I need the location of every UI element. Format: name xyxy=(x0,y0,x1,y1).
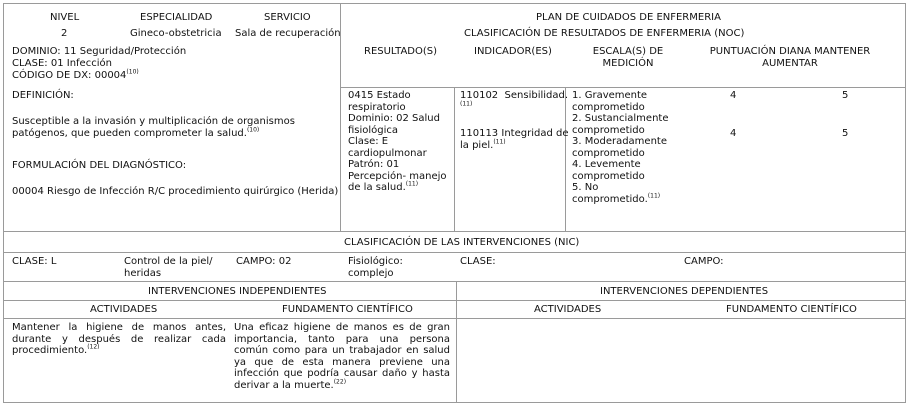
nic-campo-left: CAMPO: 02 xyxy=(236,256,292,267)
definicion-text: Susceptible a la invasión y multiplicación de organismos patógenos, que pueden comprometer la salud.$^{(10)}$ xyxy=(12,116,295,139)
mantener-1: 4 xyxy=(730,90,737,101)
aumentar-2: 5 xyxy=(842,128,849,139)
nivel-value: 2 xyxy=(61,28,68,39)
indicador-1-ref: (11) xyxy=(460,100,473,108)
noc-title: CLASIFICACIÓN DE RESULTADOS DE ENFERMERIA (NOC) xyxy=(464,28,745,39)
indicadores-header: INDICADOR(ES) xyxy=(474,46,552,57)
formulacion-label: FORMULACIÓN DEL DIAGNÓSTICO: xyxy=(12,160,187,171)
nivel-label: NIVEL xyxy=(50,12,80,23)
puntuacion-header: PUNTUACIÓN DIANA MANTENER AUMENTAR xyxy=(709,46,871,69)
row-divider xyxy=(3,318,906,319)
actividades-header: ACTIVIDADES xyxy=(90,304,158,315)
indicador-2: 110113 Integridad de la piel.$^{(11)}$ xyxy=(460,128,569,151)
nic-clase-right: CLASE: xyxy=(460,256,496,267)
actividad-text: Mantener la higiene de manos antes, durante y después de realizar cada procedimiento.$^{(12)}$ xyxy=(12,322,226,356)
escala-text: 1. Gravemente comprometido 2. Sustancialmente comprometido 3. Moderadamente comprometido 4. Levemente comprometido 5. No comprometido.$^{(11)}$ xyxy=(572,90,669,205)
nic-clase-left: CLASE: L xyxy=(12,256,57,267)
fundamento-header: FUNDAMENTO CIENTÍFICO xyxy=(282,304,413,315)
column-divider xyxy=(565,87,566,231)
row-divider xyxy=(3,231,906,232)
nic-campo-desc: Fisiológico: complejo xyxy=(348,256,403,279)
row-divider xyxy=(340,87,906,88)
indicador-1: 110102 Sensibilidad. xyxy=(460,90,569,101)
especialidad-value: Gineco-obstetricia xyxy=(130,28,222,39)
nic-campo-right: CAMPO: xyxy=(684,256,724,267)
resultados-header: RESULTADO(S) xyxy=(364,46,438,57)
formulacion-text: 00004 Riesgo de Infección R/C procedimiento quirúrgico (Herida) xyxy=(12,186,339,197)
plan-title: PLAN DE CUIDADOS DE ENFERMERIA xyxy=(536,12,721,23)
nic-title: CLASIFICACIÓN DE LAS INTERVENCIONES (NIC) xyxy=(344,237,580,248)
clase: CLASE: 01 Infección xyxy=(12,58,112,69)
especialidad-label: ESPECIALIDAD xyxy=(140,12,213,23)
aumentar-1: 5 xyxy=(842,90,849,101)
servicio-label: SERVICIO xyxy=(264,12,311,23)
codigo-dx: CÓDIGO DE DX: 00004$^{(10)}$ xyxy=(12,68,139,81)
mantener-2: 4 xyxy=(730,128,737,139)
row-divider xyxy=(3,300,906,301)
dominio: DOMINIO: 11 Seguridad/Protección xyxy=(12,46,187,57)
row-divider xyxy=(3,252,906,253)
row-divider xyxy=(3,281,906,282)
fundamento-header-dep: FUNDAMENTO CIENTÍFICO xyxy=(726,304,857,315)
column-divider xyxy=(456,281,457,403)
dependientes-title: INTERVENCIONES DEPENDIENTES xyxy=(600,286,769,297)
actividades-header-dep: ACTIVIDADES xyxy=(534,304,602,315)
column-divider xyxy=(454,87,455,231)
resultado-text: 0415 Estado respiratorio Dominio: 02 Salud fisiológica Clase: E cardiopulmonar Patrón: 01 Percepción- manejo de la salud.$^{(11)}$ xyxy=(348,90,447,193)
independientes-title: INTERVENCIONES INDEPENDIENTES xyxy=(148,286,327,297)
servicio-value: Sala de recuperación xyxy=(235,28,341,39)
fundamento-text: Una eficaz higiene de manos es de gran importancia, tanto para una persona común como para un trabajador en salud ya que de esta manera previene una infección que podría causar daño y hasta derivar a la muerte.$^{(22)}$ xyxy=(234,322,450,391)
definicion-label: DEFINICIÓN: xyxy=(12,90,74,101)
escala-header: ESCALA(S) DE MEDICIÓN xyxy=(592,46,664,69)
nic-clase-desc: Control de la piel/ heridas xyxy=(124,256,213,279)
